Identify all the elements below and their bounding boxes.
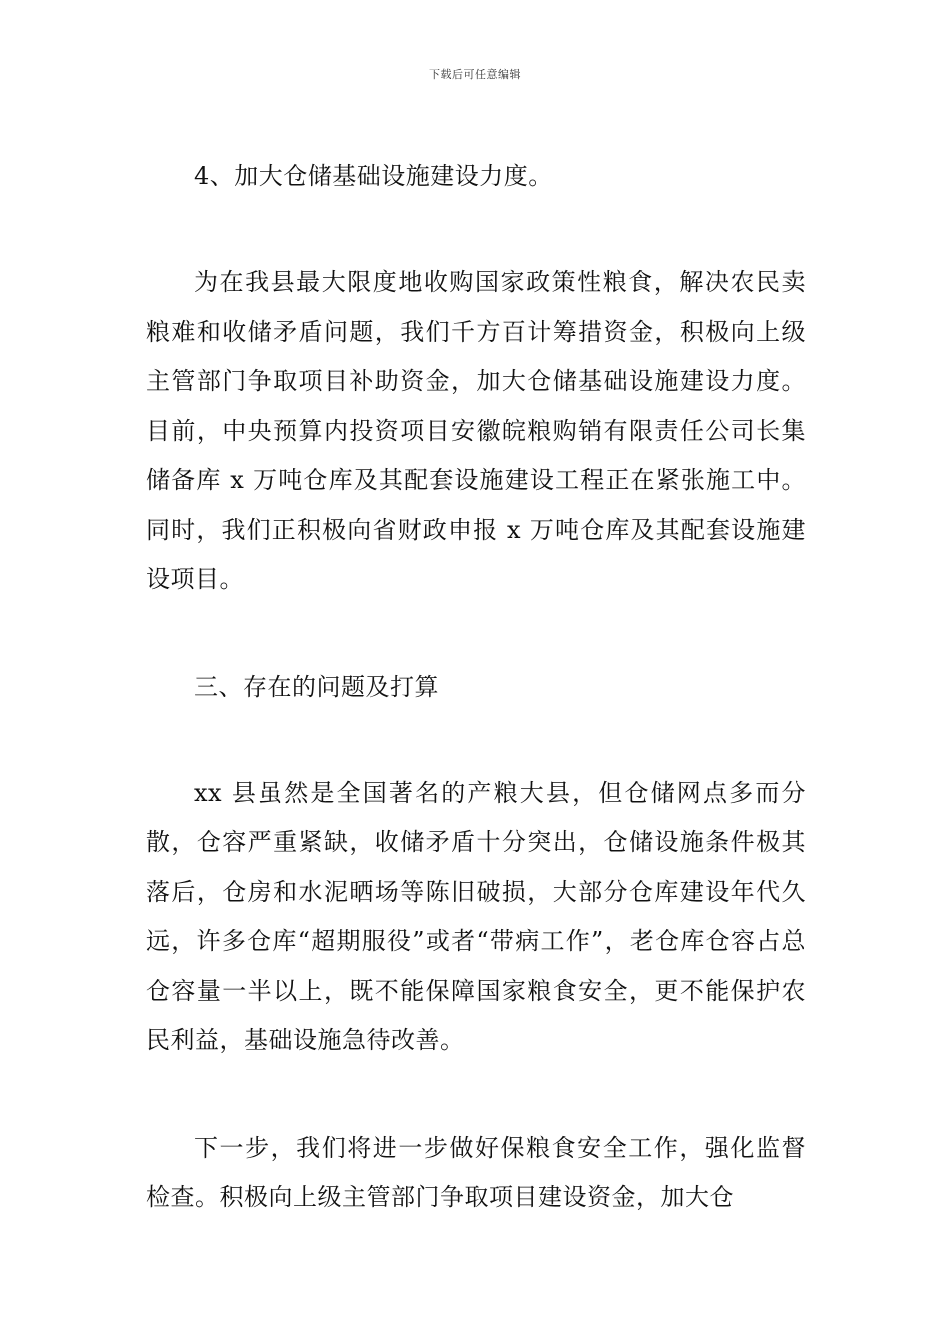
section-heading-storage: 4、加大仓储基础设施建设力度。 xyxy=(194,162,553,190)
spacer xyxy=(146,605,806,663)
page-header-note: 下载后可任意编辑 xyxy=(429,68,521,81)
spacer xyxy=(146,711,806,769)
spacer xyxy=(146,1066,806,1124)
spacer xyxy=(146,200,806,258)
paragraph-next-steps: 下一步，我们将进一步做好保粮食安全工作，强化监督检查。积极向上级主管部门争取项目建设资金，加大仓 xyxy=(146,1133,806,1211)
paragraph-problems: xx 县虽然是全国著名的产粮大县，但仓储网点多而分散，仓容严重紧缺，收储矛盾十分突出，仓储设施条件极其落后，仓房和水泥晒场等陈旧破损，大部分仓库建设年代久远，许多仓库“超期服役”或者“带病工作”，老仓库仓容占总仓容量一半以上，既不能保障国家粮食安全，更不能保护农民利益，基础设施急待改善。 xyxy=(146,778,806,1054)
paragraph-storage-investment: 为在我县最大限度地收购国家政策性粮食，解决农民卖粮难和收储矛盾问题，我们千方百计筹措资金，积极向上级主管部门争取项目补助资金，加大仓储基础设施建设力度。目前，中央预算内投资项目安徽皖粮购销有限责任公司长集储备库 x 万吨仓库及其配套设施建设工程正在紧张施工中。同时，我们正积极向省财政申报 x 万吨仓库及其配套设施建设项目。 xyxy=(146,268,806,593)
section-heading-problems: 三、存在的问题及打算 xyxy=(194,672,439,701)
document-body xyxy=(146,152,806,1223)
